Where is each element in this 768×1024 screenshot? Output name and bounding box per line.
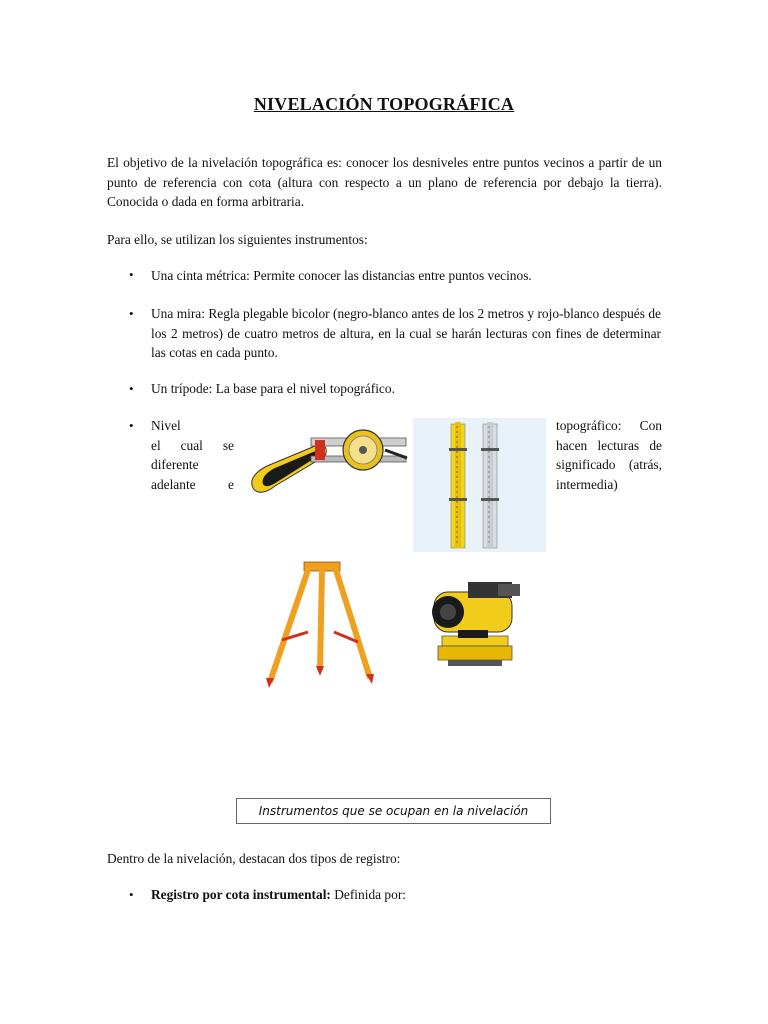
bullet-tripode: Un trípode: La base para el nivel topográfico. — [151, 381, 395, 396]
nivel-right-line: significado (atrás, — [556, 457, 662, 472]
leveling-rod-image — [413, 418, 546, 552]
nivel-right-column — [556, 416, 662, 494]
page-title: NIVELACIÓN TOPOGRÁFICA — [253, 94, 515, 114]
bullet-mira: Una mira: Regla plegable bicolor (negro-blanco antes de los 2 metros y rojo-blanco después de los 2 metros) de cuatro metros de altura, en la cual se harán lecturas con fines de determinar las cotas en cada punto. — [151, 306, 661, 360]
registro-lead: Dentro de la nivelación, destacan dos tipos de registro: — [107, 851, 401, 866]
nivel-left-column — [151, 416, 234, 494]
instruments-lead: Para ello, se utilizan los siguientes instrumentos: — [107, 232, 368, 247]
level-instrument-image — [428, 572, 524, 670]
intro-paragraph: El objetivo de la nivelación topográfica es: conocer los desniveles entre puntos vecinos a partir de un punto de referencia con cota (altura con respecto a un plano de referencia por debajo la tierra). Conocida o dada en forma arbitraria. — [107, 155, 662, 209]
nivel-right-line: topográfico: Con — [556, 418, 662, 433]
tripod-image — [262, 560, 380, 690]
nivel-left-line: Nivel — [151, 418, 181, 433]
nivel-left-line: diferente — [151, 457, 199, 472]
bullet-cinta: Una cinta métrica: Permite conocer las distancias entre puntos vecinos. — [151, 268, 532, 283]
nivel-right-line: hacen lecturas de — [556, 437, 662, 453]
leveling-rods-icon — [413, 418, 546, 552]
bullet-marker: • — [129, 887, 134, 902]
nivel-left-line: adelante e — [151, 476, 234, 492]
bullet-registro — [151, 885, 661, 905]
bullet-marker: • — [129, 306, 134, 321]
registro-definition: Definida por: — [330, 887, 407, 902]
registro-bold-term: Registro por cota instrumental: — [151, 887, 331, 902]
nivel-left-line: el cual se — [151, 437, 234, 453]
nivel-right-line: intermedia) — [556, 476, 618, 492]
bullet-marker: • — [129, 267, 134, 282]
figure-caption: Instrumentos que se ocupan en la nivelación — [236, 798, 551, 824]
bullet-marker: • — [129, 418, 134, 433]
bullet-marker: • — [129, 381, 134, 396]
measuring-tape-image — [245, 428, 410, 498]
